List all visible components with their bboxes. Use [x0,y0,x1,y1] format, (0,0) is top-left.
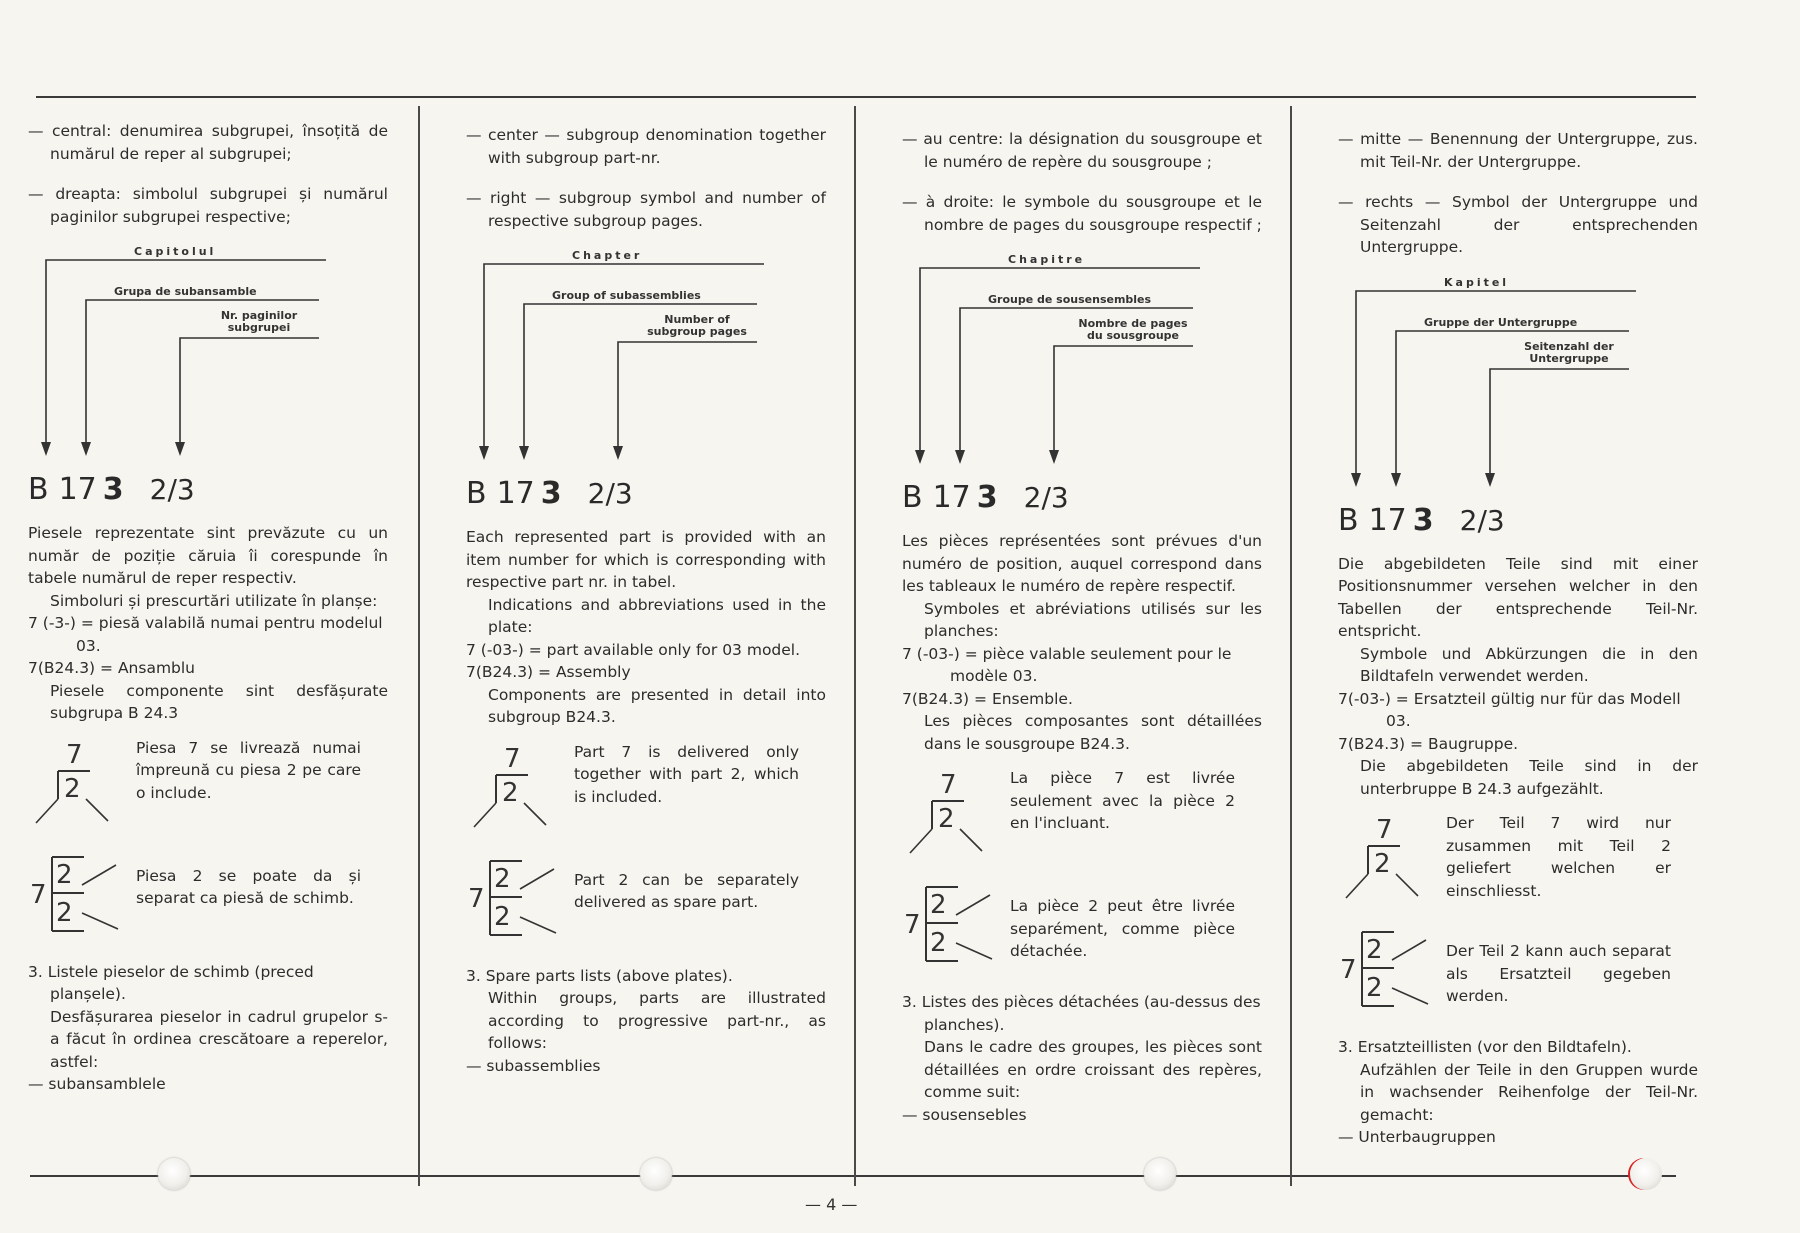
label-chapter: Chapter [572,249,643,262]
code-pages: 2/3 [1023,481,1069,514]
included-bottom: 2 [502,777,519,808]
separate-bottom: 2 [930,928,947,958]
label-chapter: Capitolul [134,245,217,258]
intro-center: — mitte — Benennung der Untergruppe, zus. mit Teil-Nr. der Untergruppe. [1338,130,1698,171]
column-english [466,124,826,1077]
diagram-lines [34,246,334,466]
description: Each represented part is provided with an item number for which is corresponding with respective part nr. in tabel. [466,528,826,591]
symbol-separate [28,851,388,943]
included-top: 7 [1376,815,1393,845]
code-number: 17 [932,480,971,515]
label-pages: Nombre de pages du sousgroupe [1078,317,1188,342]
note-included: Part 7 is delivered only together with part 2, which is included. [574,742,799,806]
symbol-separate [1338,926,1698,1018]
intro-right: — rechts — Symbol der Untergruppe und Seitenzahl der entsprechenden Untergruppe. [1338,193,1698,256]
code-letter: B [28,472,49,507]
label-group: Gruppe der Untergruppe [1424,315,1578,329]
separate-bottom: 2 [494,901,511,932]
code-diagram [908,254,1208,474]
lists-item: — Unterbaugruppen [1338,1128,1496,1146]
subgroup-code [902,478,1262,522]
code-number: 17 [496,476,535,511]
components-text: Les pièces composantes sont détaillées dans le sousgroupe B24.3. [924,712,1262,753]
code-pages: 2/3 [149,473,195,506]
symbol-assembly: 7(B24.3) = Assembly [466,663,631,681]
separate-top: 2 [1366,935,1383,965]
included-symbol-icon [28,733,128,833]
symbol-model: 7(-03-) = Ersatzteil gültig nur für das Modell 03. [1338,689,1681,730]
separate-symbol-icon [466,855,566,947]
lists-text: Within groups, parts are illustrated according to progressive part-nr., as follows: [488,989,826,1052]
symbol-assembly: 7(B24.3) = Ensemble. [902,689,1073,708]
symbol-included [28,733,388,833]
symbol-included [1338,808,1698,908]
note-separate: La pièce 2 peut être livrée separément, comme pièce détachée. [1010,897,1235,960]
code-number: 17 [1368,502,1407,538]
subgroup-code [466,474,826,518]
separate-top: 2 [56,859,73,890]
symbol-included [902,763,1262,863]
lists-title: 3. Listes des pièces détachées (au-dessus des planches). [902,993,1261,1034]
symbol-separate [466,855,826,947]
code-subnumber: 3 [102,472,124,507]
intro-right: — à droite: le symbole du sousgroupe et le nombre de pages du sousgroupe respectif ; [902,193,1262,234]
lists-title: 3. Ersatzteillisten (vor den Bildtafeln). [1338,1038,1632,1056]
symbol-separate [902,881,1262,973]
lists-text: Dans le cadre des groupes, les pièces sont détaillées en ordre croissant des repères, comme suit: [924,1038,1262,1101]
symbols-intro: Symbole und Abkürzungen die in den Bildtafeln verwendet werden. [1360,644,1698,685]
diagram-lines [908,254,1208,474]
included-bottom: 2 [938,804,955,834]
symbol-included [466,737,826,837]
diagram-lines [1344,277,1644,497]
lists-text: Aufzählen der Teile in den Gruppen wurde in wachsender Reihenfolge der Teil-Nr. gemacht: [1360,1060,1698,1124]
code-pages: 2/3 [587,477,633,510]
separate-bottom: 2 [56,897,73,928]
symbol-assembly: 7(B24.3) = Baugruppe. [1338,734,1519,753]
code-letter: B [466,476,487,511]
components-text: Die abgebildeten Teile sind in der unterbruppe B 24.3 aufgezählt. [1360,757,1698,798]
code-pages: 2/3 [1459,503,1505,537]
description: Die abgebildeten Teile sind mit einer Positionsnummer versehen welcher in den Tabellen der entsprechende Teil-Nr. entspricht. [1338,554,1698,640]
symbol-model: 7 (-03-) = part available only for 03 model. [466,640,801,659]
separate-top: 2 [930,890,947,920]
intro-center: — central: denumirea subgrupei, însoțită de numărul de reper al subgrupei; [28,122,388,163]
included-symbol-icon [466,737,566,837]
column-romanian [28,120,388,1096]
separate-symbol-icon [28,851,128,943]
separate-parent: 7 [30,879,47,910]
separate-symbol-icon [902,881,1002,973]
code-subnumber: 3 [976,480,998,515]
code-number: 17 [58,472,97,507]
code-diagram [34,246,334,466]
separate-parent: 7 [468,883,485,914]
binder-hole [1630,1158,1662,1190]
subgroup-code [28,470,388,514]
column-divider [854,106,856,1186]
lists-title: 3. Spare parts lists (above plates). [466,966,733,985]
symbols-intro: Symboles et abréviations utilisés sur les planches: [924,599,1262,640]
symbols-intro: Simboluri și prescurtări utilizate în planșe: [50,591,378,610]
code-letter: B [1338,502,1359,538]
separate-top: 2 [494,863,511,894]
note-included: Der Teil 7 wird nur zusammen mit Teil 2 geliefert welchen er einschliesst. [1446,814,1671,900]
included-top: 7 [66,739,83,770]
note-separate: Piesa 2 se poate da și separat ca piesă de schimb. [136,866,361,907]
separate-bottom: 2 [1366,973,1383,1003]
symbol-model: 7 (-03-) = pièce valable seulement pour le modèle 03. [902,644,1232,685]
components-text: Components are presented in detail into subgroup B24.3. [488,685,826,726]
code-diagram [1344,277,1644,497]
binder-hole [1144,1158,1176,1190]
description: Piesele reprezentate sint prevăzute cu un număr de poziție căruia îi corespunde în tabele numărul de reper respectiv. [28,524,388,587]
binder-hole [640,1158,672,1190]
lists-item: — sousensebles [902,1105,1027,1124]
code-subnumber: 3 [540,476,562,511]
column-french [902,128,1262,1126]
diagram-lines [472,250,772,470]
included-symbol-icon [1338,808,1438,908]
page-number: — 4 — [805,1195,858,1214]
intro-right: — dreapta: simbolul subgrupei și numărul paginilor subgrupei respective; [28,185,388,226]
column-divider [418,106,420,1186]
label-group: Grupa de subansamble [114,285,257,298]
subgroup-code [1338,501,1698,545]
lists-text: Desfășurarea pieselor in cadrul grupelor s-a făcut în ordinea crescătoare a reperelor, astfel: [50,1007,388,1071]
lists-item: — subassemblies [466,1056,601,1075]
lists-title: 3. Listele pieselor de schimb (preced planșele). [28,962,314,1003]
symbol-model: 7 (-3-) = piesă valabilă numai pentru modelul 03. [28,614,383,655]
column-divider [1290,106,1292,1186]
code-subnumber: 3 [1412,502,1434,538]
included-top: 7 [940,770,957,800]
label-group: Groupe de sousensembles [988,293,1152,306]
code-letter: B [902,480,923,515]
separate-parent: 7 [904,910,921,940]
label-pages: Seitenzahl der Untergruppe [1524,339,1614,365]
label-pages: Nr. paginilor subgrupei [220,309,298,334]
included-bottom: 2 [64,773,81,804]
intro-right: — right — subgroup symbol and number of respective subgroup pages. [466,189,826,230]
lists-item: — subansamblele [28,1075,166,1093]
description: Les pièces représentées sont prévues d'un numéro de position, auquel correspond dans les tableaux le numéro de repère respectif. [902,532,1262,595]
label-chapter: Chapitre [1008,253,1086,266]
label-group: Group of subassemblies [552,289,701,302]
separate-parent: 7 [1340,955,1357,985]
binder-hole [158,1158,190,1190]
note-included: La pièce 7 est livrée seulement avec la pièce 2 en l'incluant. [1010,769,1235,832]
column-german [1338,128,1698,1149]
note-included: Piesa 7 se livrează numai împreună cu piesa 2 pe care o include. [136,738,361,802]
note-separate: Part 2 can be separately delivered as spare part. [574,870,799,911]
intro-center: — center — subgroup denomination together with subgroup part-nr. [466,126,826,167]
separate-symbol-icon [1338,926,1438,1018]
label-pages: Number of subgroup pages [647,313,747,338]
symbols-intro: Indications and abbreviations used in the plate: [488,595,826,636]
included-top: 7 [504,743,521,774]
included-bottom: 2 [1374,849,1391,879]
note-separate: Der Teil 2 kann auch separat als Ersatzteil gegeben werden. [1446,942,1671,1005]
code-diagram [472,250,772,470]
included-symbol-icon [902,763,1002,863]
bottom-rule [30,1175,1676,1177]
intro-center: — au centre: la désignation du sousgroupe et le numéro de repère du sousgroupe ; [902,130,1262,171]
symbol-assembly: 7(B24.3) = Ansamblu [28,659,196,677]
components-text: Piesele componente sint desfășurate subgrupa B 24.3 [50,681,388,722]
label-chapter: Kapitel [1444,275,1510,289]
top-rule [36,96,1696,98]
